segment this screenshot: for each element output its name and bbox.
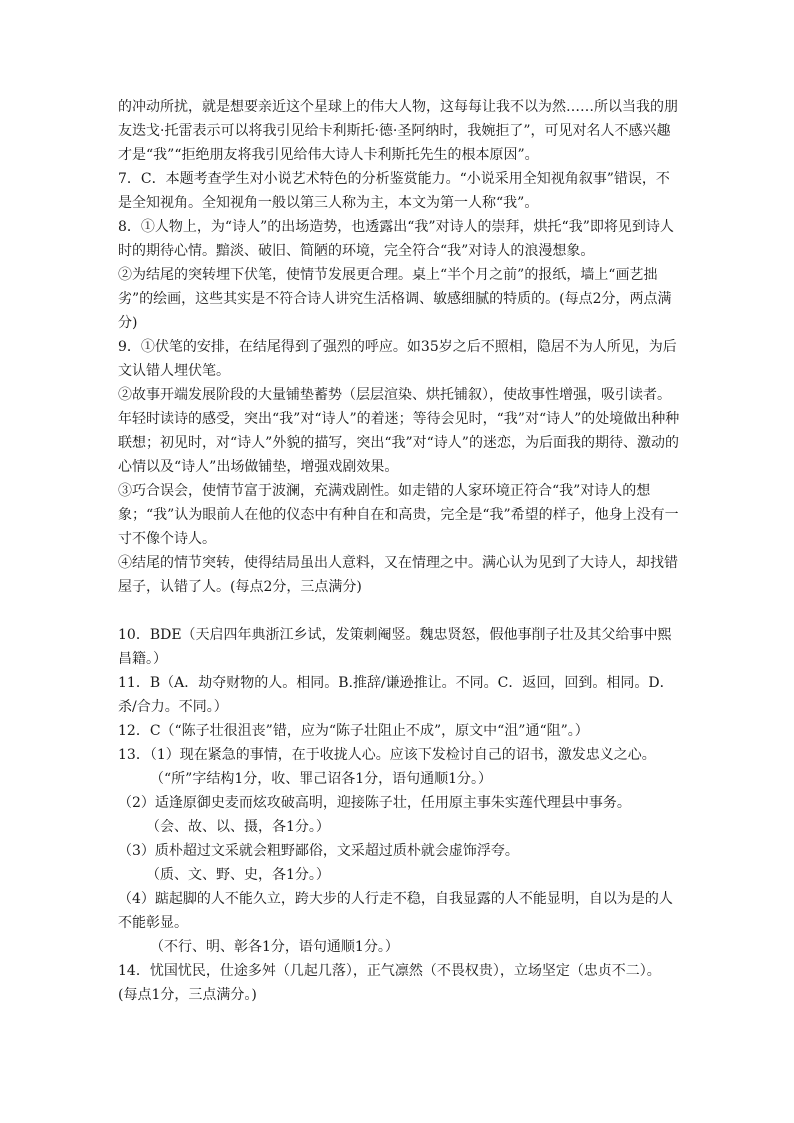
- answer-13-part-3: （3）质朴超过文采就会粗野鄙俗，文采超过质朴就会虚饰浮夸。: [118, 843, 519, 859]
- answer-13-part-3-scoring: （质、文、野、史，各1分。）: [146, 867, 330, 883]
- answer-12: 12．C（“陈子壮很沮丧”错，应为“陈子壮阻止不成”，原文中“沮”通“阻”。）: [118, 723, 589, 739]
- answer-13-part-2-scoring: （会、故、以、摄，各1分。）: [146, 819, 330, 835]
- answer-11: 11．B（A．劫夺财物的人。相同。B.推辞/谦逊推让。不同。C．返回，回到。相同。D．杀/合力。不同。）: [118, 675, 674, 715]
- paragraph-intro-continuation: 的冲动所扰，就是想要亲近这个星球上的伟大人物，这每每让我不以为然……所以当我的朋友迭戈·托雷表示可以将我引见给卡利斯托·德·圣阿纳时，我婉拒了”，可见对名人不感兴趣才是“我”“拒绝朋友将我引见给伟大诗人卡利斯托先生的根本原因”。: [118, 99, 678, 163]
- answer-7: 7．C．本题考查学生对小说艺术特色的分析鉴赏能力。“小说采用全知视角叙事”错误，不是全知视角。全知视角一般以第三人称为主，本文为第一人称“我”。: [118, 171, 670, 211]
- answer-14: 14．忧国忧民，仕途多舛（几起几落），正气凛然（不畏权贵），立场坚定（忠贞不二）。(每点1分，三点满分。): [118, 963, 661, 1003]
- answer-9-point-1: 9．①伏笔的安排，在结尾得到了强烈的呼应。如35岁之后不照相，隐居不为人所见，为后文认错人埋伏笔。: [118, 339, 677, 379]
- answer-8-point-2: ②为结尾的突转埋下伏笔，使情节发展更合理。桌上“半个月之前”的报纸，墙上“画艺拙劣”的绘画，这些其实是不符合诗人讲究生活格调、敏感细腻的特质的。(每点2分，两点满分): [118, 267, 672, 331]
- answer-10: 10．BDE（天启四年典浙江乡试，发策刺阉竖。魏忠贤怒，假他事削子壮及其父给事中熙昌籍。）: [118, 627, 672, 667]
- answer-13-part-1-scoring: （“所”字结构1分，收、罪己诏各1分，语句通顺1分。）: [150, 771, 493, 787]
- answer-9-point-3: ③巧合误会，使情节富于波澜，充满戏剧性。如走错的人家环境正符合“我”对诗人的想象；“我”认为眼前人在他的仪态中有种自在和高贵，完全是“我”希望的样子，他身上没有一寸不像个诗人。: [118, 483, 679, 547]
- answer-9-point-2: ②故事开端发展阶段的大量铺垫蓄势（层层渲染、烘托铺叙），使故事性增强，吸引读者。年轻时读诗的感受，突出“我”对“诗人”的着迷；等待会见时，“我”对“诗人”的处境做出种种联想；初见时，对“诗人”外貌的描写，突出“我”对“诗人”的迷恋，为后面我的期待、激动的心情以及“诗人”出场做铺垫，增强戏剧效果。: [118, 387, 680, 475]
- answer-13-part-4: （4）踮起脚的人不能久立，跨大步的人行走不稳，自我显露的人不能显明，自以为是的人不能彰显。: [118, 891, 673, 931]
- answer-13-part-1: 13．（1）现在紧急的事情，在于收拢人心。应该下发检讨自己的诏书，激发忠义之心。: [118, 747, 656, 763]
- answer-13-part-4-scoring: （不行、明、彰各1分，语句通顺1分。）: [150, 939, 399, 955]
- answer-8-point-1: 8．①人物上，为“诗人”的出场造势，也透露出“我”对诗人的崇拜，烘托“我”即将见到诗人时的期待心情。黯淡、破旧、简陋的环境，完全符合“我”对诗人的浪漫想象。: [118, 219, 674, 259]
- answer-document: [118, 95, 680, 1007]
- answer-13-part-2: （2）适逢原御史麦而炫攻破高明，迎接陈子壮，任用原主事朱实莲代理县中事务。: [118, 795, 631, 811]
- section-spacer: [118, 599, 680, 623]
- answer-9-point-4: ④结尾的情节突转，使得结局虽出人意料，又在情理之中。满心认为见到了大诗人，却找错屋子，认错了人。(每点2分，三点满分): [118, 555, 678, 595]
